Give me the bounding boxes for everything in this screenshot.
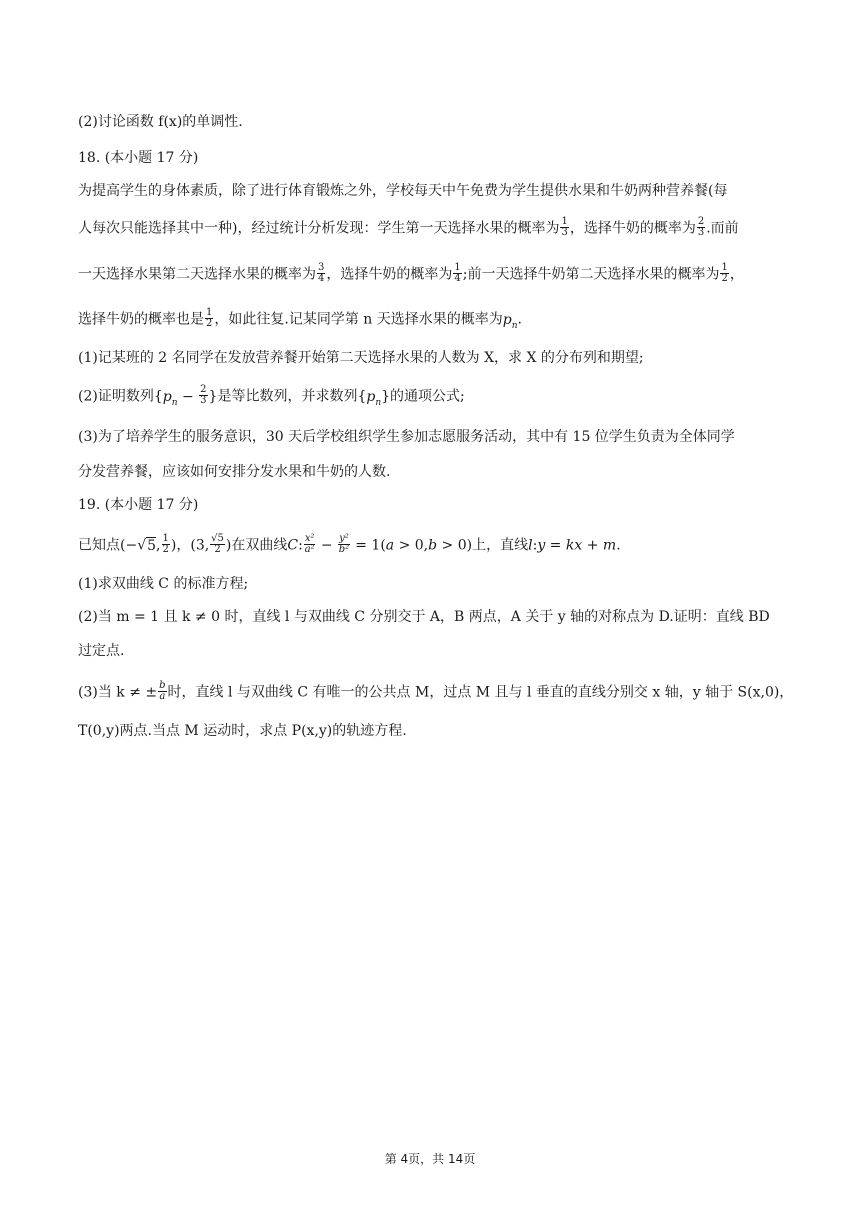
q19-part2-line1: (2)当 m = 1 且 k ≠ 0 时，直线 l 与双曲线 C 分别交于 A，B 两点，A 关于 y 轴的对称点为 D.证明：直线 BD xyxy=(78,609,770,625)
q18-intro-text: 人每次只能选择其中一种)，经过统计分析发现：学生第一天选择水果的概率为 xyxy=(78,220,560,237)
q18-intro-text: ，如此往复.记某同学第 n 天选择水果的概率为 xyxy=(214,311,503,328)
q18-part2-text: }是等比数列，并求数列{ xyxy=(208,388,367,405)
fraction: $\frac{\text{y²}}{\text{b²}}$ xyxy=(338,533,350,555)
q18-intro-text: 一天选择水果第二天选择水果的概率为 xyxy=(78,266,316,283)
q19-intro-text: 上，直线 xyxy=(472,537,529,554)
math-expression: $p_n$ − xyxy=(162,388,194,408)
q18-intro-line1: 为提高学生的身体素质，除了进行体育锻炼之外，学校每天中午免费为学生提供水果和牛奶两种营养餐(每 xyxy=(78,183,728,199)
q18-part2-text: (2)证明数列{ xyxy=(78,388,163,405)
q18-intro-text: .而前 xyxy=(706,220,739,237)
page-footer: 第 4页，共 14页 xyxy=(384,1152,476,1166)
fraction: $\frac{1}{2}$ xyxy=(206,307,213,329)
fraction: $\frac{1}{2}$ xyxy=(721,262,728,284)
q18-intro-text: ，选择牛奶的概率为 xyxy=(326,266,453,283)
q18-part3-line2: 分发营养餐，应该如何安排分发水果和牛奶的人数. xyxy=(78,464,391,480)
math-expression: 3, xyxy=(195,537,210,554)
math-expression: $p_n$ xyxy=(366,388,382,408)
q17-part2: (2)讨论函数 f(x)的单调性. xyxy=(78,114,243,130)
math-expression: = 1(a > 0,b > 0) xyxy=(350,537,473,554)
fraction: $\frac{3}{4}$ xyxy=(318,262,325,284)
fraction: $\frac{b}{a}$ xyxy=(159,680,166,702)
q19-part3-text: 时，直线 l 与双曲线 C 有唯一的公共点 M，过点 M 且与 l 垂直的直线分别交 x 轴，y 轴于 S(x,0)， xyxy=(167,684,794,701)
fraction: $\frac{1}{4}$ xyxy=(454,262,461,284)
q18-intro-text: . xyxy=(517,311,522,328)
q19-part3-text: (3)当 k ≠ ± xyxy=(78,684,158,701)
q18-intro-line2 xyxy=(78,218,788,239)
math-expression: − xyxy=(316,537,338,554)
math-expression: C: xyxy=(287,537,303,554)
q18-intro-text: ，选择牛奶的概率为 xyxy=(569,220,696,237)
q19-part3-line1 xyxy=(78,680,794,703)
fraction: $\frac{\text{x²}}{\text{a²}}$ xyxy=(304,533,315,555)
q18-intro-line4 xyxy=(78,309,788,330)
q19-part3-line2: T(0,y)两点.当点 M 运动时，求点 P(x,y)的轨迹方程. xyxy=(78,723,407,739)
q18-intro-text: ， xyxy=(729,266,744,283)
q18-intro-line3 xyxy=(78,264,788,285)
q19-part2-line2: 过定点. xyxy=(78,643,125,659)
math-expression: −√5, xyxy=(125,537,161,554)
q18-part2-text: }的通项公式; xyxy=(381,388,465,405)
q18-header: 18. (本小题 17 分) xyxy=(78,150,199,166)
fraction: $\frac{√5}{2}$ xyxy=(211,533,224,555)
q18-part3-line1: (3)为了培养学生的服务意识，30 天后学校组织学生参加志愿服务活动，其中有 15 位学生负责为全体同学 xyxy=(78,429,735,445)
q18-part1: (1)记某班的 2 名同学在发放营养餐开始第二天选择水果的人数为 X，求 X 的分布列和期望; xyxy=(78,350,644,366)
q18-intro-text: ;前一天选择牛奶第二天选择水果的概率为 xyxy=(462,266,720,283)
q18-part2 xyxy=(78,386,788,407)
fraction: $\frac{1}{3}$ xyxy=(561,216,568,238)
math-expression: $p_n$ xyxy=(502,311,518,331)
q19-intro xyxy=(78,535,788,556)
q19-intro-text: )，( xyxy=(170,537,196,554)
q19-intro-text: . xyxy=(616,537,621,554)
math-expression: l:y = kx + m xyxy=(528,537,617,554)
q19-part1: (1)求双曲线 C 的标准方程; xyxy=(78,576,249,592)
fraction: $\frac{2}{3}$ xyxy=(697,216,705,238)
q19-header: 19. (本小题 17 分) xyxy=(78,497,199,513)
q18-intro-text: 选择牛奶的概率也是 xyxy=(78,311,204,328)
q19-intro-text: 已知点( xyxy=(78,537,126,554)
q19-intro-text: )在双曲线 xyxy=(225,537,288,554)
fraction: $\frac{2}{3}$ xyxy=(200,384,207,406)
fraction: $\frac{1}{2}$ xyxy=(162,533,169,555)
